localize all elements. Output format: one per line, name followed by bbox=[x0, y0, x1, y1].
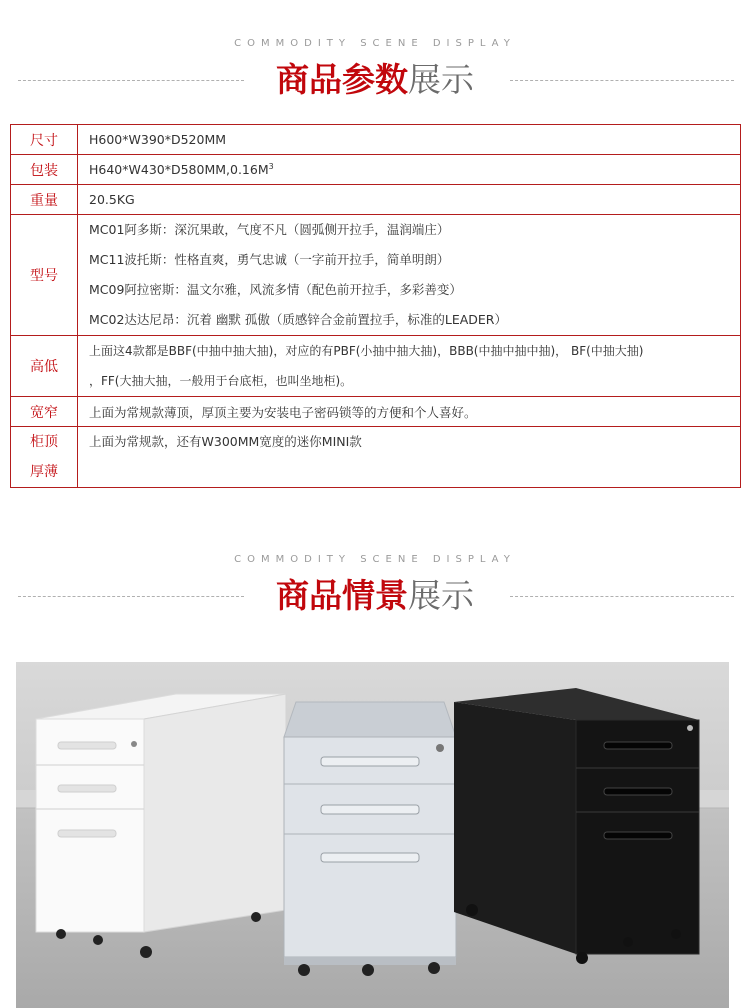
black-cabinet bbox=[454, 688, 699, 964]
spec-value-size: H600*W390*D520MM bbox=[78, 125, 741, 155]
spec-value-model bbox=[78, 215, 741, 336]
params-en-subtitle: COMMODITY SCENE DISPLAY bbox=[234, 38, 516, 49]
spec-table bbox=[10, 124, 741, 488]
scene-title bbox=[0, 574, 750, 618]
package-text: H640*W430*D580MM,0.16M bbox=[89, 162, 269, 178]
spec-key-size: 尺寸 bbox=[11, 125, 78, 155]
height-line: 上面这4款都是BBF(中抽中抽大抽)，对应的有PBF(小抽中抽大抽)，BBB(中抽中抽中抽)， BF(中抽大抽) bbox=[89, 344, 644, 358]
spec-key-model: 型号 bbox=[11, 215, 78, 336]
model-line: MC09阿拉密斯：温文尔雅，风流多情（配色前开拉手，多彩善变） bbox=[89, 282, 462, 297]
spec-row-weight bbox=[11, 185, 741, 215]
top-value-line: 上面为常规款，还有W300MM宽度的迷你MINI款 bbox=[89, 434, 362, 449]
spec-key-width: 宽窄 bbox=[11, 397, 78, 427]
spec-value-width: 上面为常规款薄顶，厚顶主要为安装电子密码锁等的方便和个人喜好。 bbox=[78, 397, 741, 427]
params-title-gray: 展示 bbox=[408, 60, 474, 99]
params-title bbox=[0, 58, 750, 102]
spec-key-height: 高低 bbox=[11, 336, 78, 397]
params-title-row bbox=[0, 58, 750, 102]
top-label-line: 厚薄 bbox=[30, 464, 58, 480]
spec-value-package bbox=[78, 155, 741, 185]
spec-row-size bbox=[11, 125, 741, 155]
model-line: MC11波托斯：性格直爽，勇气忠诚（一字前开拉手，简单明朗） bbox=[89, 252, 450, 267]
cabinets-illustration bbox=[16, 662, 729, 1008]
model-line: MC01阿多斯：深沉果敢，气度不凡（圆弧侧开拉手，温润端庄） bbox=[89, 222, 450, 237]
spec-row-model bbox=[11, 215, 741, 336]
package-sup: 3 bbox=[268, 161, 274, 171]
spec-value-top bbox=[78, 427, 741, 488]
spec-row-top bbox=[11, 427, 741, 488]
scene-title-red: 商品情景 bbox=[276, 576, 408, 615]
spec-key-package: 包装 bbox=[11, 155, 78, 185]
scene-title-gray: 展示 bbox=[408, 576, 474, 615]
spec-value-weight: 20.5KG bbox=[78, 185, 741, 215]
params-title-red: 商品参数 bbox=[276, 60, 408, 99]
spec-row-height bbox=[11, 336, 741, 397]
scene-title-row bbox=[0, 574, 750, 618]
gray-cabinet bbox=[284, 702, 456, 976]
spec-key-top bbox=[11, 427, 78, 488]
scene-en-subtitle: COMMODITY SCENE DISPLAY bbox=[234, 554, 516, 565]
height-line: ，FF(大抽大抽，一般用于台底柜，也叫坐地柜)。 bbox=[89, 374, 353, 388]
spec-key-weight: 重量 bbox=[11, 185, 78, 215]
top-label-line: 柜顶 bbox=[30, 434, 58, 450]
model-line: MC02达达尼昂：沉着 幽默 孤傲（质感锌合金前置拉手，标准的LEADER） bbox=[89, 312, 507, 327]
spec-row-width bbox=[11, 397, 741, 427]
spec-value-height bbox=[78, 336, 741, 397]
product-scene-photo bbox=[16, 662, 729, 1008]
spec-row-package bbox=[11, 155, 741, 185]
